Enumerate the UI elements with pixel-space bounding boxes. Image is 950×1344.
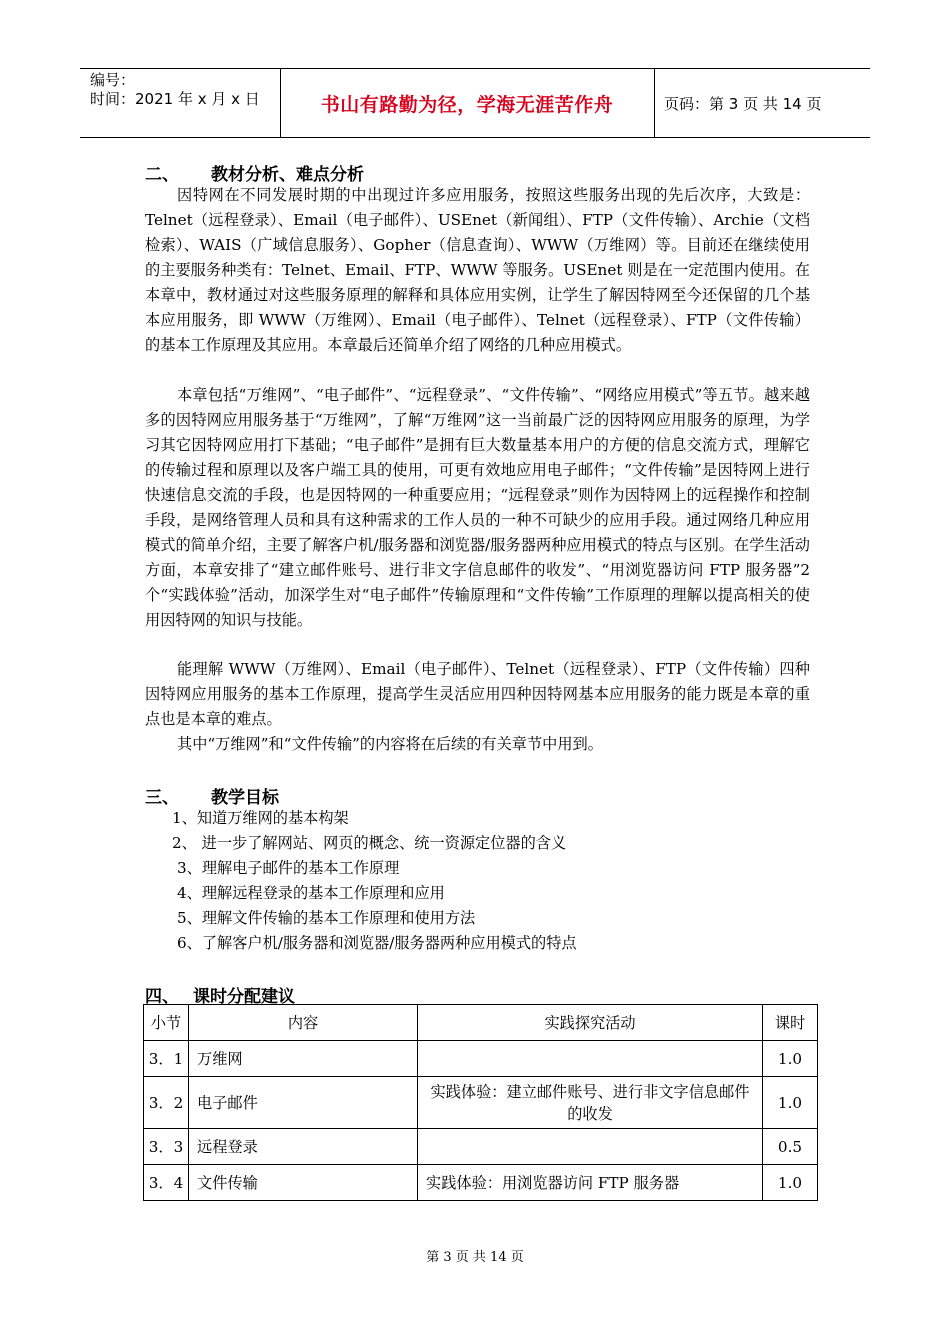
table-cell-section: 3．1 <box>144 1041 189 1077</box>
header-meta <box>80 69 281 137</box>
table-cell-activity: 实践体验：用浏览器访问 FTP 服务器 <box>418 1165 763 1201</box>
objective-item: 2、 进一步了解网站、网页的概念、统一资源定位器的含义 <box>172 834 567 852</box>
section-2-paragraph-1: 因特网在不同发展时期的中出现过许多应用服务，按照这些服务出现的先后次序，大致是：Telnet（远程登录）、Email（电子邮件）、USEnet（新闻组）、FTP（文件传输）、Archie（文档检索）、WAIS（广域信息服务）、Gopher（信息查询）、WWW（万维网）等。目前还在继续使用的主要服务种类有：Telnet、Email、FTP、WWW 等服务。USEnet 则是在一定范围内使用。在本章中，教材通过对这些服务原理的解释和具体应用实例，让学生了解因特网至今还保留的几个基本应用服务，即 WWW（万维网）、Email（电子邮件）、Telnet（远程登录）、FTP（文件传输）的基本工作原理及其应用。本章最后还简单介绍了网络的几种应用模式。 <box>145 186 810 354</box>
table-cell-hours: 1.0 <box>763 1041 818 1077</box>
section-3-title: 教学目标 <box>211 788 279 808</box>
objective-item: 1、知道万维网的基本构架 <box>172 809 349 827</box>
table-cell-section: 3．2 <box>144 1077 189 1129</box>
header-number: 编号： <box>90 71 136 89</box>
header-page-info: 页码：第 3 页 共 14 页 <box>664 94 822 113</box>
section-4-number: 四、 <box>145 987 179 1007</box>
objective-item: 4、理解远程登录的基本工作原理和应用 <box>177 884 445 902</box>
table-row <box>144 1041 818 1077</box>
table-cell-section: 3．4 <box>144 1165 189 1201</box>
table-row <box>144 1165 818 1201</box>
section-2-paragraph-3: 能理解 WWW（万维网）、Email（电子邮件）、Telnet（远程登录）、FTP（文件传输）四种因特网应用服务的基本工作原理，提高学生灵活应用四种因特网基本应用服务的能力既是本章的重点也是本章的难点。 <box>145 660 810 728</box>
objective-item: 5、理解文件传输的基本工作原理和使用方法 <box>177 909 476 927</box>
page-header <box>80 68 870 138</box>
table-header-row <box>144 1005 818 1041</box>
table-cell-section: 3．3 <box>144 1129 189 1165</box>
schedule-table <box>143 1004 818 1201</box>
header-motto: 书山有路勤为径，学海无涯苦作舟 <box>280 69 655 137</box>
table-row <box>144 1129 818 1165</box>
section-3-heading <box>145 783 279 808</box>
page-footer: 第 3 页 共 14 页 <box>426 1250 524 1265</box>
table-cell-content: 电子邮件 <box>189 1077 418 1129</box>
section-2-paragraph-4: 其中“万维网”和“文件传输”的内容将在后续的有关章节中用到。 <box>177 735 603 753</box>
section-2-number: 二、 <box>145 165 179 185</box>
table-cell-activity <box>418 1041 763 1077</box>
table-cell-content: 万维网 <box>189 1041 418 1077</box>
section-2-heading <box>145 160 364 185</box>
table-cell-hours: 1.0 <box>763 1077 818 1129</box>
table-header-cell: 小节 <box>144 1005 189 1041</box>
section-3-number: 三、 <box>145 788 179 808</box>
table-cell-content: 文件传输 <box>189 1165 418 1201</box>
table-header-cell: 实践探究活动 <box>418 1005 763 1041</box>
objective-item: 6、了解客户机/服务器和浏览器/服务器两种应用模式的特点 <box>177 934 577 952</box>
section-2-title: 教材分析、难点分析 <box>211 165 364 185</box>
table-cell-activity: 实践体验：建立邮件账号、进行非文字信息邮件的收发 <box>418 1077 763 1129</box>
section-2-paragraph-2: 本章包括“万维网”、“电子邮件”、“远程登录”、“文件传输”、“网络应用模式”等五节。越来越多的因特网应用服务基于“万维网”，了解“万维网”这一当前最广泛的因特网应用服务的原理，为学习其它因特网应用打下基础；“电子邮件”是拥有巨大数量基本用户的方便的信息交流方式，理解它的传输过程和原理以及客户端工具的使用，可更有效地应用电子邮件；“文件传输”是因特网上进行快速信息交流的手段，也是因特网的一种重要应用；“远程登录”则作为因特网上的远程操作和控制手段，是网络管理人员和具有这种需求的工作人员的一种不可缺少的应用手段。通过网络几种应用模式的简单介绍，主要了解客户机/服务器和浏览器/服务器两种应用模式的特点与区别。在学生活动方面，本章安排了“建立邮件账号、进行非文字信息邮件的收发”、“用浏览器访问 FTP 服务器”2 个“实践体验”活动，加深学生对“电子邮件”传输原理和“文件传输”工作原理的理解以提高相关的使用因特网的知识与技能。 <box>145 386 810 629</box>
table-header-cell: 课时 <box>763 1005 818 1041</box>
section-4-title: 课时分配建议 <box>193 987 295 1007</box>
table-cell-activity <box>418 1129 763 1165</box>
table-header-cell: 内容 <box>189 1005 418 1041</box>
header-time: 时间：2021 年 x 月 x 日 <box>90 90 260 108</box>
objective-item: 3、理解电子邮件的基本工作原理 <box>177 859 400 877</box>
table-cell-content: 远程登录 <box>189 1129 418 1165</box>
table-cell-hours: 0.5 <box>763 1129 818 1165</box>
table-cell-hours: 1.0 <box>763 1165 818 1201</box>
table-row <box>144 1077 818 1129</box>
